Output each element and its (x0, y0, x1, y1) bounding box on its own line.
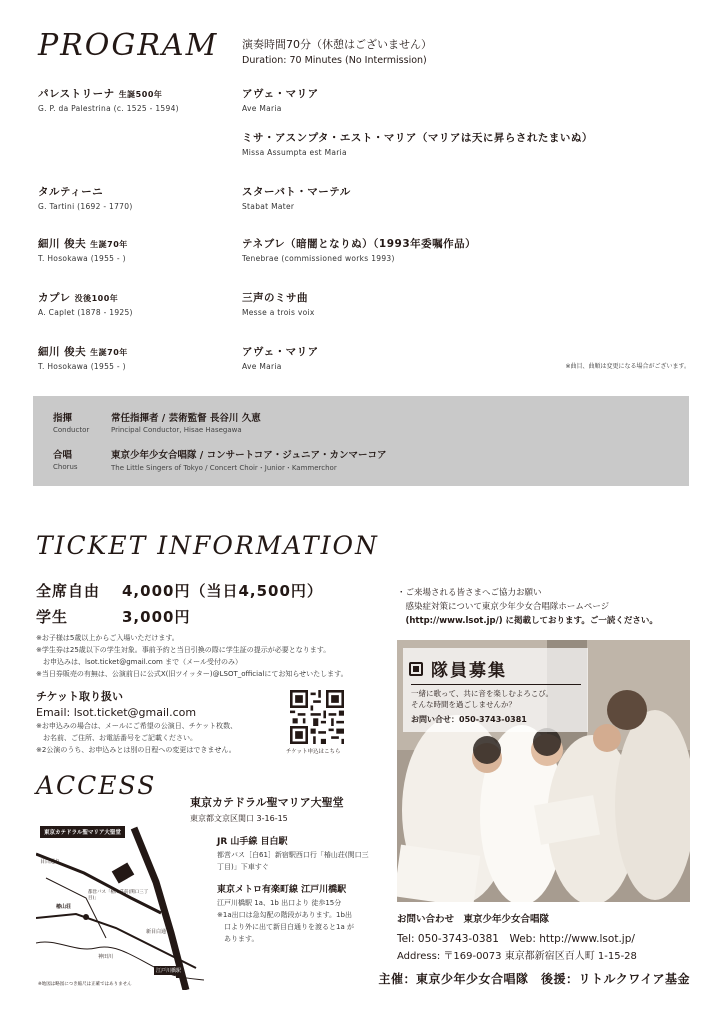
access-map[interactable] (36, 818, 204, 990)
work-en: Stabat Mater (242, 202, 295, 211)
request-notice (397, 586, 697, 628)
program-note: ※曲目、曲順は変更になる場合がございます。 (565, 363, 690, 370)
composer-name: パレストリーナ (38, 88, 115, 100)
performer-value-en: Principal Conductor, Hisae Hasegawa (111, 426, 242, 434)
venue-address: 東京都文京区関口 3-16-15 (190, 814, 288, 823)
price-value: 4,000円（当日4,500円） (122, 582, 323, 600)
recruit-divider (411, 684, 581, 685)
composer-name: 細川 俊夫 (38, 346, 87, 358)
work-6 (242, 344, 319, 371)
jr-detail-line: 都営バス［白61］新宿駅西口行「椿山荘(関口三 (217, 851, 369, 859)
ticket-notes (36, 632, 386, 680)
map-label-kanda: 神田川 (98, 954, 114, 960)
access-heading: ACCESS (36, 771, 157, 800)
composer-name: カプレ (38, 292, 71, 304)
composer-1 (38, 86, 179, 113)
recruit-line-1: 一緒に歌って、共に音を楽しむよろこび。 (411, 689, 554, 698)
price-value: 3,000円 (122, 608, 191, 626)
recruit-title: 隊員募集 (431, 661, 507, 681)
composer-2 (38, 184, 133, 211)
work-jp: アヴェ・マリア (242, 88, 319, 100)
ticket-note: ※当日券販売の有無は、公演前日に公式X(旧ツイッター)@LSOT_officialにてお知らせいたします。 (36, 670, 348, 678)
performer-value: 東京少年少女合唱隊 / コンサートコア・ジュニア・カンマーコア (111, 450, 387, 461)
ticket-email[interactable]: Email: lsot.ticket@gmail.com (36, 706, 197, 719)
price-row (36, 580, 323, 601)
choir-photo (397, 640, 690, 902)
price-label: 学生 (36, 608, 69, 626)
metro-title: 東京メトロ有楽町線 江戸川橋駅 (217, 885, 347, 895)
duration-block (242, 36, 432, 66)
request-line: 感染症対策について東京少年少女合唱隊ホームページ (397, 602, 610, 612)
performer-label-en: Conductor (53, 426, 90, 434)
request-line: (http://www.lsot.jp/) に掲載しております。ご一読ください。 (397, 616, 658, 626)
ticket-handling-title: チケット取り扱い (36, 690, 124, 703)
jr-detail-line: 丁目)」下車すぐ (217, 863, 269, 871)
work-en: Tenebrae (commissioned works 1993) (242, 254, 395, 263)
composer-tag: 没後100年 (74, 294, 119, 303)
map-label-bus: 都営バス「椿山荘前(関口三丁目)」 (88, 890, 149, 901)
composer-en: G. Tartini (1692 - 1770) (38, 202, 133, 211)
ticket-note: ※学生券は25歳以下の学生対象。事前予約と当日引換の際に学生証の提示が必要となります。 (36, 646, 331, 654)
contact-title: お問い合わせ 東京少年少女合唱隊 (397, 914, 550, 925)
venue-name: 東京カテドラル聖マリア大聖堂 (190, 796, 344, 809)
composer-tag: 生誕70年 (90, 240, 128, 249)
work-4 (242, 236, 476, 263)
metro-detail (217, 897, 387, 945)
work-5 (242, 290, 315, 317)
composer-en: T. Hosokawa (1955 - ) (38, 254, 126, 263)
email-note: ※2公演のうち、お申込みとは別の日程への変更はできません。 (36, 746, 236, 754)
ticket-email-notes (36, 720, 286, 756)
ticket-note: お申込みは、lsot.ticket@gmail.com まで（メール受付のみ） (36, 658, 242, 666)
composer-en: G. P. da Palestrina (c. 1525 - 1594) (38, 104, 179, 113)
work-jp: ミサ・アスンプタ・エスト・マリア（マリアは天に昇らされたまいぬ） (242, 132, 593, 144)
work-jp: テネブレ（暗闇となりぬ）（1993年委嘱作品） (242, 238, 477, 250)
work-en: Missa Assumpta est Maria (242, 148, 347, 157)
performer-row-chorus (53, 447, 78, 471)
performer-value-conductor (111, 410, 261, 434)
request-line: ・ご来場される皆さまへご協力お願い (397, 588, 542, 598)
performer-label-en: Chorus (53, 463, 78, 471)
duration-jp: 演奏時間70分（休憩はございません） (242, 38, 432, 51)
price-list (36, 580, 323, 627)
email-note: お名前、ご住所、お電話番号をご記載ください。 (36, 734, 197, 742)
composer-en: T. Hosokawa (1955 - ) (38, 362, 126, 371)
map-label-edogawabashi: 江戸川橋駅 (156, 968, 182, 974)
duration-en: Duration: 70 Minutes (No Intermission) (242, 55, 427, 66)
work-en: Ave Maria (242, 362, 282, 371)
performers-band (33, 396, 689, 486)
work-jp: アヴェ・マリア (242, 346, 319, 358)
composer-3 (38, 236, 128, 263)
composer-5 (38, 344, 128, 371)
map-label-chinzanso: 椿山荘 (56, 904, 72, 910)
composer-4 (38, 290, 133, 317)
metro-detail-line: 江戸川橋駅 1a、1b 出口より 徒歩15分 (217, 899, 342, 907)
jr-detail (217, 849, 387, 873)
performer-value-en: The Little Singers of Tokyo / Concert Choir・Junior・Kammerchor (111, 464, 337, 472)
composer-name: 細川 俊夫 (38, 238, 87, 250)
program-heading: PROGRAM (38, 28, 219, 63)
work-3 (242, 184, 351, 211)
map-label-mejiro: 目白通り (40, 859, 61, 865)
metro-detail-line: ※1a出口は急勾配の階段があります。1b出 (217, 911, 352, 919)
composer-tag: 生誕500年 (118, 90, 163, 99)
recruit-contact: お問い合せ：050-3743-0381 (411, 715, 527, 724)
contact-address: Address: 〒169-0073 東京都新宿区百人町 1-15-28 (397, 951, 637, 962)
ticket-heading: TICKET INFORMATION (36, 531, 379, 560)
performer-label: 指揮 (53, 413, 73, 424)
recruit-title-row (409, 656, 507, 681)
price-row (36, 606, 323, 627)
metro-detail-line: あります。 (217, 935, 259, 943)
footer-organizers: 主催：東京少年少女合唱隊 後援：リトルクワイア基金 (378, 972, 690, 986)
composer-en: A. Caplet (1878 - 1925) (38, 308, 133, 317)
email-note: ※お申込みの場合は、メールにご希望の公演日、チケット枚数、 (36, 722, 238, 730)
recruit-line-2: そんな時間を過ごしませんか？ (411, 700, 516, 709)
composer-tag: 生誕70年 (90, 348, 128, 357)
qr-code-icon (290, 690, 344, 744)
contact-tel-web[interactable]: Tel: 050-3743-0381 Web: http://www.lsot.jp/ (397, 933, 635, 945)
metro-detail-line: 口より外に出て新目白通りを渡ると1a が (217, 923, 354, 931)
performer-row-conductor (53, 410, 89, 434)
work-2 (242, 130, 593, 157)
work-en: Messe a trois voix (242, 308, 315, 317)
price-label: 全席自由 (36, 582, 101, 600)
map-label-cathedral: 東京カテドラル聖マリア大聖堂 (40, 826, 125, 838)
work-jp: スターバト・マーテル (242, 186, 351, 198)
work-en: Ave Maria (242, 104, 282, 113)
jr-title: JR 山手線 目白駅 (217, 837, 288, 847)
recruit-overlay (403, 648, 588, 732)
map-footnote: ※地図は略図につき縮尺は正確ではありません (38, 982, 132, 987)
work-1 (242, 86, 319, 113)
qr-caption: チケット申込はこちら (286, 749, 341, 755)
composer-name: タルティーニ (38, 186, 104, 198)
performer-value: 常任指揮者 / 芸術監督 長谷川 久恵 (111, 413, 261, 424)
performer-value-chorus (111, 447, 387, 473)
lsot-logo-icon (409, 662, 423, 676)
ticket-qr-code[interactable] (290, 690, 344, 744)
work-jp: 三声のミサ曲 (242, 292, 308, 304)
performer-label: 合唱 (53, 450, 73, 461)
map-label-shin-mejiro: 新目白通り (146, 929, 172, 935)
ticket-note: ※お子様は5歳以上からご入場いただけます。 (36, 634, 179, 642)
